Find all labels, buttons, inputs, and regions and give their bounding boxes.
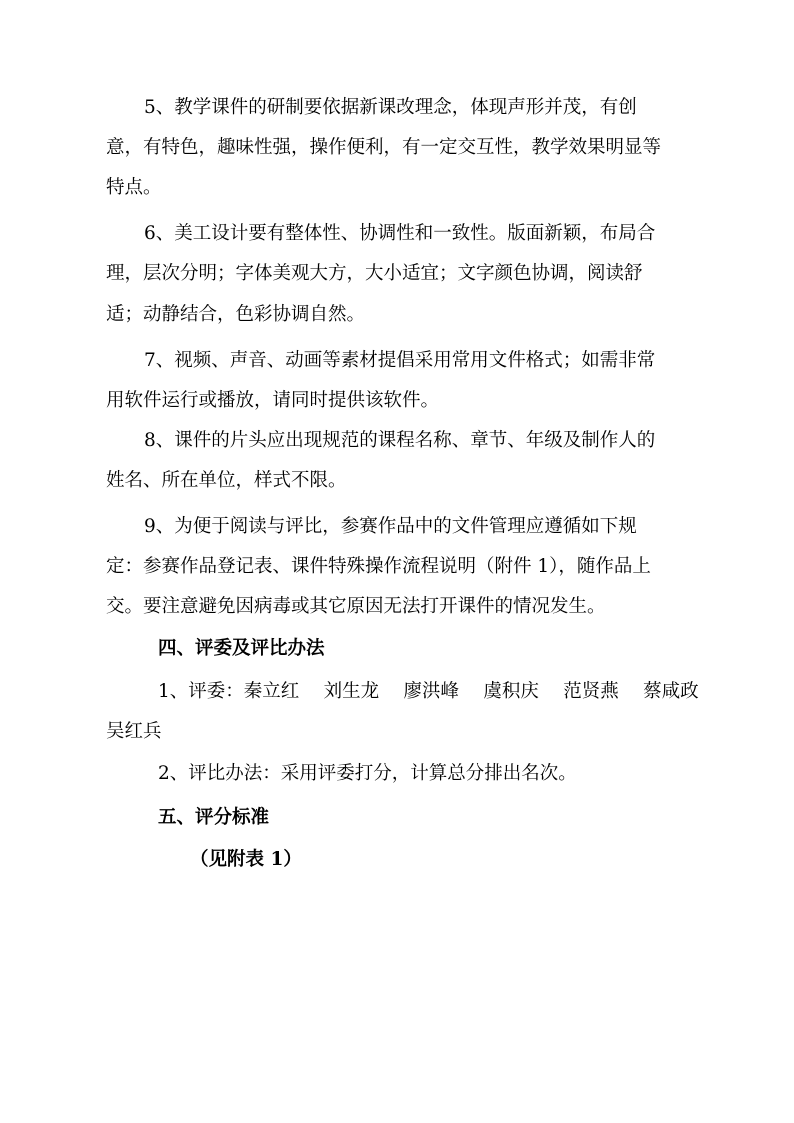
see-appendix-note: （见附表 1） — [190, 849, 302, 870]
section-4-heading: 四、评委及评比办法 — [158, 638, 325, 659]
paragraph-9-line-3: 交。要注意避免因病毒或其它原因无法打开课件的情况发生。 — [106, 596, 606, 617]
paragraph-5-line-3: 特点。 — [106, 177, 162, 198]
judges-line-1: 1、评委：秦立红 刘生龙 廖洪峰 虞积庆 范贤燕 蔡咸政 — [158, 681, 699, 702]
paragraph-6-line-2: 理，层次分明；字体美观大方，大小适宜；文字颜色协调，阅读舒 — [106, 263, 643, 284]
paragraph-9-line-2: 定：参赛作品登记表、课件特殊操作流程说明（附件 1），随作品上 — [106, 556, 651, 577]
paragraph-8-line-1: 8、课件的片头应出现规范的课程名称、章节、年级及制作人的 — [144, 430, 656, 451]
scoring-method-line: 2、评比办法：采用评委打分，计算总分排出名次。 — [158, 763, 577, 784]
paragraph-7-line-2: 用软件运行或播放，请同时提供该软件。 — [106, 390, 440, 411]
paragraph-6-line-3: 适；动静结合，色彩协调自然。 — [106, 304, 366, 325]
judges-line-2: 吴红兵 — [106, 721, 162, 742]
paragraph-5-line-2: 意，有特色，趣味性强，操作便利，有一定交互性，教学效果明显等 — [106, 137, 662, 158]
section-5-heading: 五、评分标准 — [158, 807, 270, 828]
paragraph-5-line-1: 5、教学课件的研制要依据新课改理念，体现声形并茂，有创 — [144, 97, 637, 118]
paragraph-7-line-1: 7、视频、声音、动画等素材提倡采用常用文件格式；如需非常 — [144, 350, 656, 371]
paragraph-9-line-1: 9、为便于阅读与评比，参赛作品中的文件管理应遵循如下规 — [144, 516, 637, 537]
paragraph-6-line-1: 6、美工设计要有整体性、协调性和一致性。版面新颖，布局合 — [144, 223, 656, 244]
paragraph-8-line-2: 姓名、所在单位，样式不限。 — [106, 470, 347, 491]
